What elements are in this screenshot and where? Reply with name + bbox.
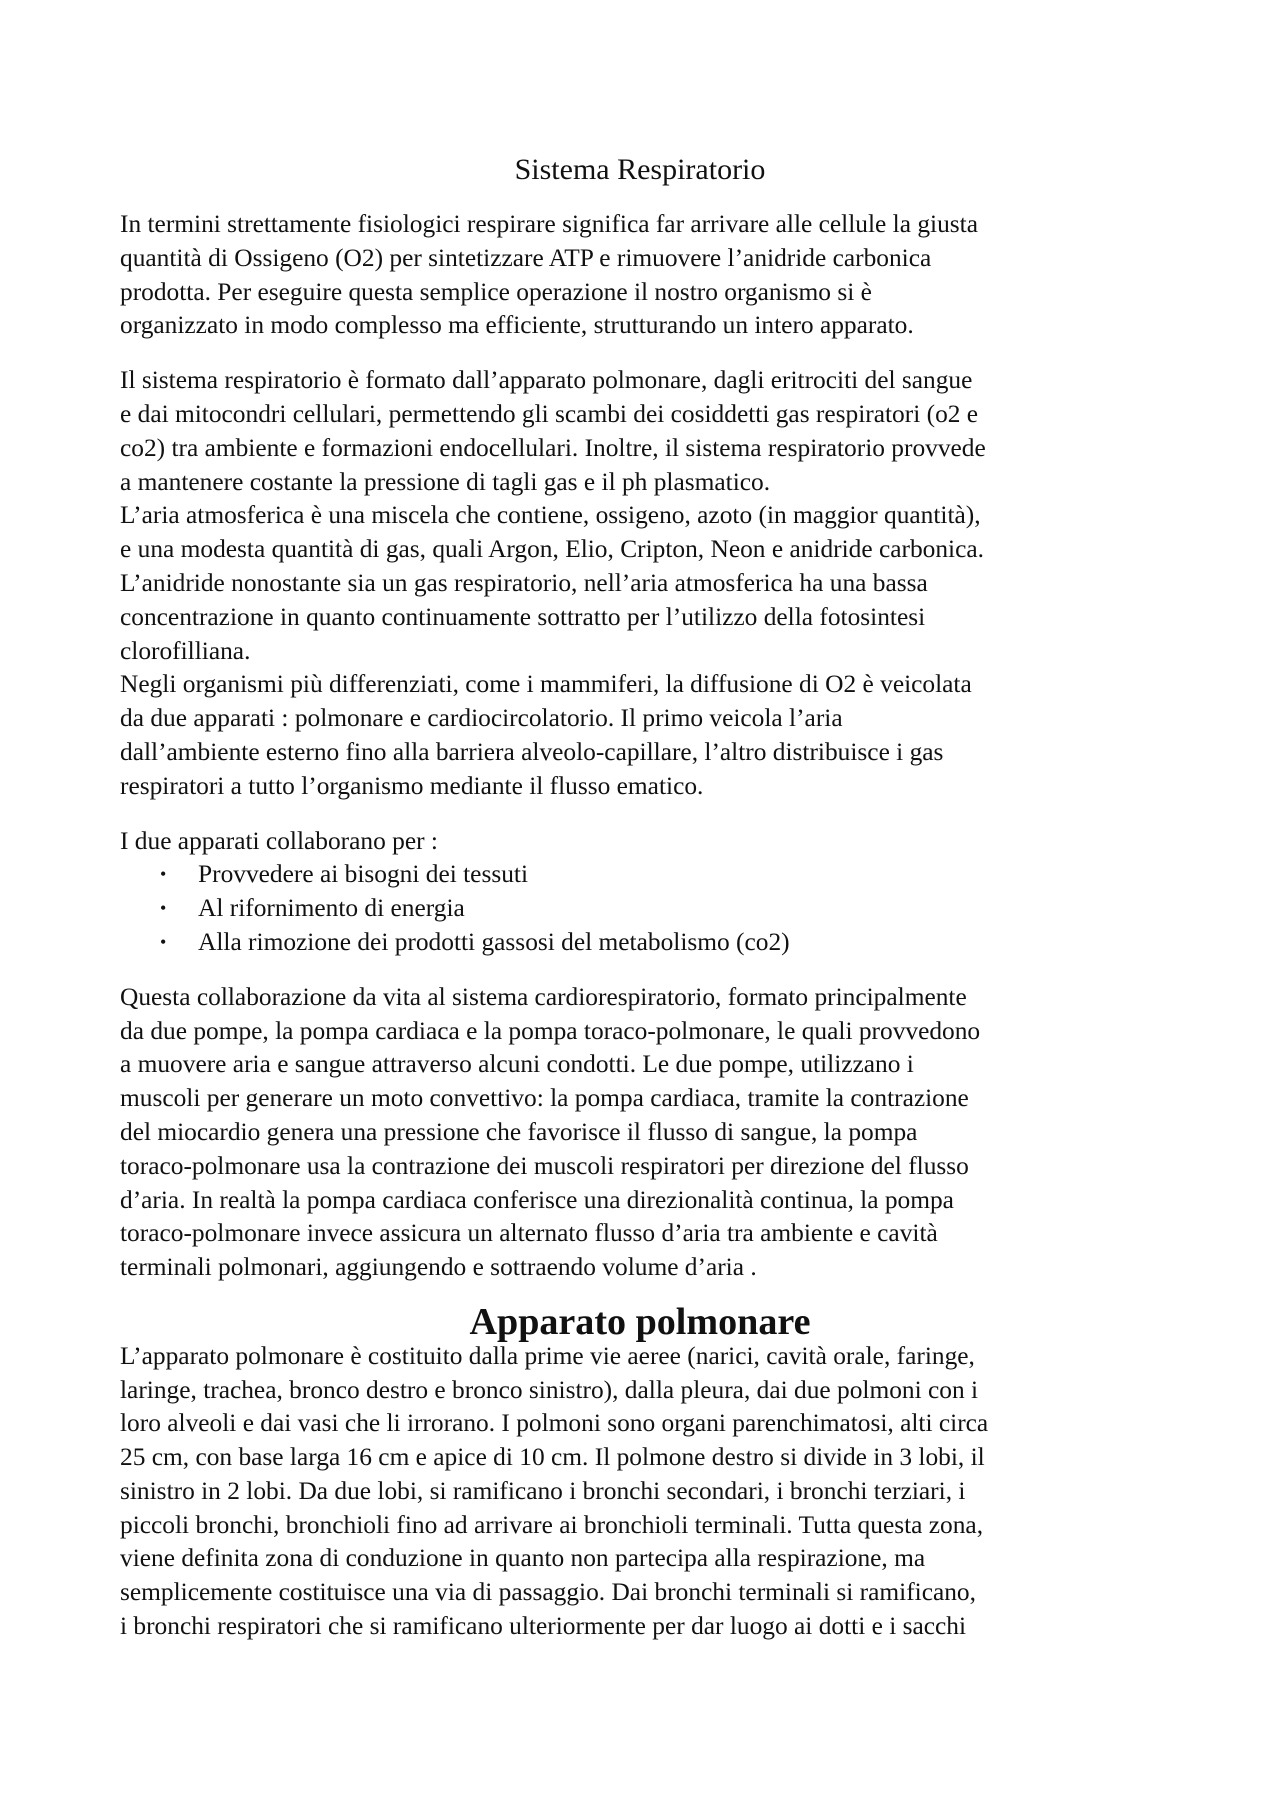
document-title: Sistema Respiratorio <box>514 153 766 186</box>
list-item-text: Alla rimozione dei prodotti gassosi del metabolismo (co2) <box>198 927 790 956</box>
bullet-list <box>120 858 1160 959</box>
paragraph-pulmonary-apparatus: L’apparato polmonare è costituito dalla prime vie aeree (narici, cavità orale, faringe, laringe, trachea, bronco destro e bronco sinistro), dalla pleura, dai due polmoni con i loro alveoli e dai vasi che li irrorano. I polmoni sono organi parenchimatosi, alti circa 25 cm, con base larga 16 cm e apice di 10 cm. Il polmone destro si divide in 3 lobi, il sinistro in 2 lobi. Da due lobi, si ramificano i bronchi secondari, i bronchi terziari, i piccoli bronchi, bronchioli fino ad arrivare ai bronchioli terminali. Tutta questa zona, viene definita zona di conduzione in quanto non partecipa alla respirazione, ma semplicemente costituisce una via di passaggio. Dai bronchi terminali si ramificano, i bronchi respiratori che si ramificano ulteriormente per dar luogo ai dotti e i sacchi <box>120 1341 989 1641</box>
paragraph-cardiorespiratory: Questa collaborazione da vita al sistema cardiorespiratorio, formato principalmente da due pompe, la pompa cardiaca e la pompa toraco-polmonare, le quali provvedono a muovere aria e sangue attraverso alcuni condotti. Le due pompe, utilizzano i muscoli per generare un moto convettivo: la pompa cardiaca, tramite la contrazione del miocardio genera una pressione che favorisce il flusso di sangue, la pompa toraco-polmonare usa la contrazione dei muscoli respiratori per direzione del flusso d’aria. In realtà la pompa cardiaca conferisce una direzionalità continua, la pompa toraco-polmonare invece assicura un alternato flusso d’aria tra ambiente e cavità terminali polmonari, aggiungendo e sottraendo volume d’aria . <box>120 982 981 1282</box>
paragraph-gap <box>120 343 1160 364</box>
bullet-icon: • <box>160 898 167 919</box>
paragraph-gap <box>120 804 1160 825</box>
list-item <box>120 926 1160 960</box>
paragraph-gap <box>120 960 1160 981</box>
list-item <box>120 858 1160 892</box>
list-item <box>120 892 1160 926</box>
section-heading: Apparato polmonare <box>469 1300 811 1343</box>
list-item-text: Provvedere ai bisogni dei tessuti <box>198 860 529 889</box>
bullet-icon: • <box>160 864 167 885</box>
document-page <box>120 150 1160 1644</box>
paragraph-intro: In termini strettamente fisiologici respirare significa far arrivare alle cellule la giusta quantità di Ossigeno (O2) per sintetizzare ATP e rimuovere l’anidride carbonica prodotta. Per eseguire questa semplice operazione il nostro organismo si è organizzato in modo complesso ma efficiente, strutturando un intero apparato. <box>120 210 978 340</box>
paragraph-collaboration-intro: I due apparati collaborano per : <box>120 826 438 855</box>
bullet-icon: • <box>160 931 167 952</box>
paragraph-respiratory-system: Il sistema respiratorio è formato dall’apparato polmonare, dagli eritrociti del sangue e dai mitocondri cellulari, permettendo gli scambi dei cosiddetti gas respiratori (o2 e co2) tra ambiente e formazioni endocellulari. Inoltre, il sistema respiratorio provvede a mantenere costante la pressione di tagli gas e il ph plasmatico. L’aria atmosferica è una miscela che contiene, ossigeno, azoto (in maggior quantità), e una modesta quantità di gas, quali Argon, Elio, Cripton, Neon e anidride carbonica. L’anidride nonostante sia un gas respiratorio, nell’aria atmosferica ha una bassa concentrazione in quanto continuamente sottratto per l’utilizzo della fotosintesi clorofilliana. Negli organismi più differenziati, come i mammiferi, la diffusione di O2 è veicolata da due apparati : polmonare e cardiocircolatorio. Il primo veicola l’aria dall’ambiente esterno fino alla barriera alveolo-capillare, l’altro distribuisce i gas respiratori a tutto l’organismo mediante il flusso ematico. <box>120 366 986 800</box>
list-item-text: Al rifornimento di energia <box>198 894 465 923</box>
